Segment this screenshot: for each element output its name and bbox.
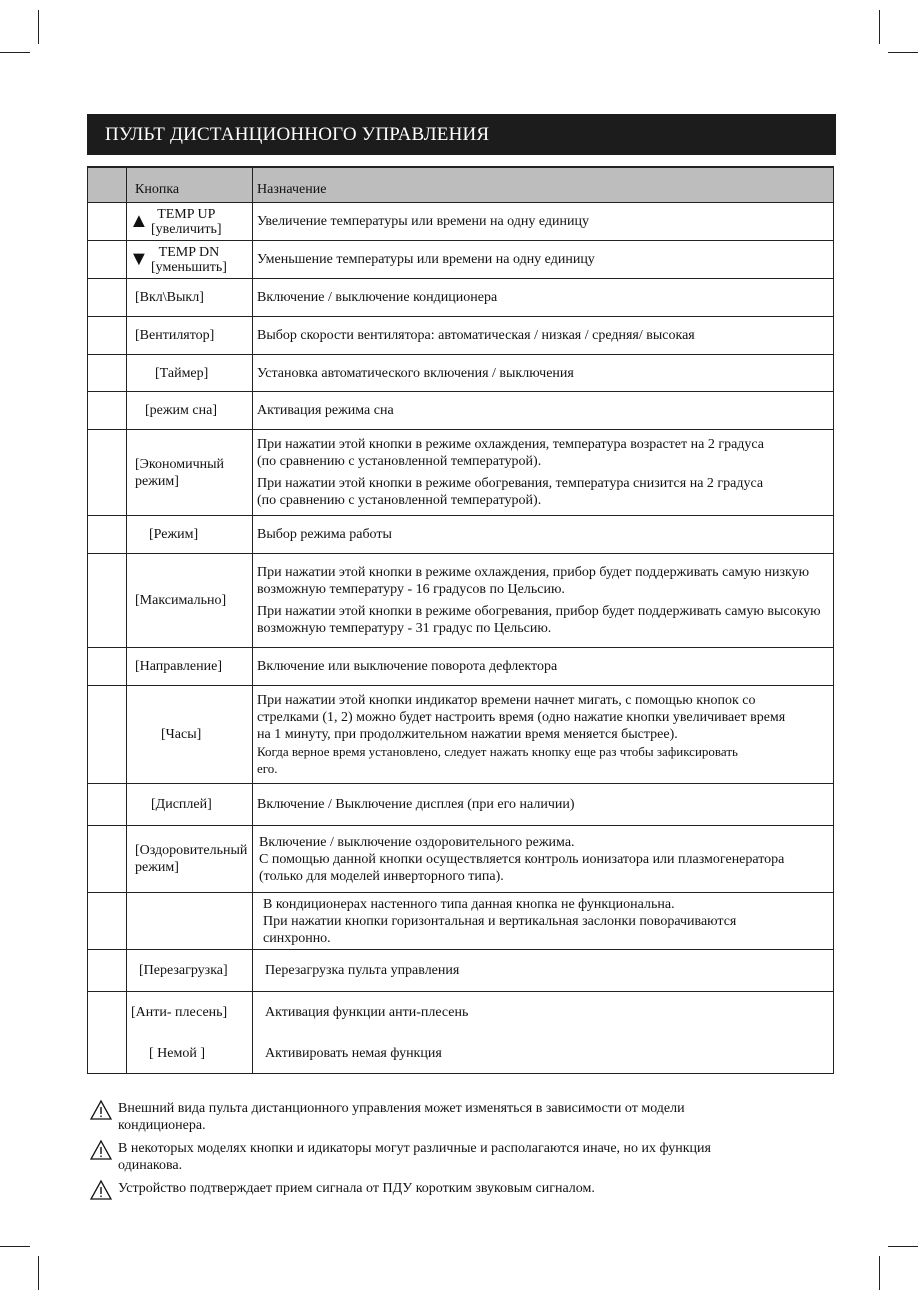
- up-triangle-icon: ▲: [129, 210, 149, 232]
- crop-mark: [879, 10, 880, 44]
- table-row: [88, 554, 834, 648]
- purpose-line: Включение / выключение оздоровительного режима.: [259, 834, 575, 850]
- purpose-line: Активировать немая функция: [265, 1045, 442, 1061]
- note-text: Внешний вида пульта дистанционного управления может изменяться в зависимости от модели: [118, 1101, 685, 1116]
- buttons-table: [87, 166, 834, 1074]
- purpose-line: С помощью данной кнопки осуществляется контроль ионизатора или плазмогенератора: [259, 851, 785, 867]
- button-name: [режим сна]: [127, 392, 253, 430]
- note-text: кондиционера.: [118, 1118, 206, 1133]
- button-name: [Вентилятор]: [127, 317, 253, 355]
- purpose-line: возможную температуру - 31 градус по Цельсию.: [257, 621, 552, 636]
- page-title: ПУЛЬТ ДИСТАНЦИОННОГО УПРАВЛЕНИЯ: [87, 114, 836, 155]
- table-row: [88, 784, 834, 826]
- header-button: Кнопка: [135, 181, 180, 197]
- purpose-line: на 1 минуту, при продолжительном нажатии время меняется быстрее).: [257, 727, 678, 742]
- down-triangle-icon: ▼: [129, 248, 149, 270]
- note-text: одинакова.: [118, 1158, 183, 1173]
- crop-mark: [888, 52, 918, 53]
- notes-section: [90, 1100, 830, 1203]
- purpose-line: его.: [257, 761, 278, 776]
- row-purpose: Выбор режима работы: [253, 516, 834, 554]
- table-row: [88, 826, 834, 893]
- purpose-line: В кондиционерах настенного типа данная кнопка не функциональна.: [263, 896, 675, 912]
- button-name: [Часы]: [127, 686, 253, 784]
- table-row: [88, 648, 834, 686]
- table-row: [88, 992, 834, 1074]
- button-name: [Оздоровительный: [135, 843, 248, 858]
- row-purpose: Активация режима сна: [253, 392, 834, 430]
- purpose-line: При нажатии этой кнопки в режиме охлаждения, прибор будет поддерживать самую низкую: [257, 565, 810, 580]
- button-name: TEMP DN: [158, 244, 220, 260]
- note-text: Устройство подтверждает прием сигнала от ПДУ коротким звуковым сигналом.: [118, 1181, 595, 1196]
- button-name: [Перезагрузка]: [127, 950, 253, 992]
- crop-mark: [888, 1246, 918, 1247]
- purpose-line: При нажатии этой кнопки в режиме обогревания, прибор будет поддерживать самую высокую: [257, 604, 821, 619]
- row-purpose: Установка автоматического включения / выключения: [253, 355, 834, 392]
- button-name: TEMP UP: [157, 206, 216, 222]
- table-row: [88, 317, 834, 355]
- row-purpose: Включение / Выключение дисплея (при его наличии): [253, 784, 834, 826]
- button-name: [Режим]: [127, 516, 253, 554]
- table-row: [88, 686, 834, 784]
- button-name: [Таймер]: [127, 355, 253, 392]
- table-row: [88, 241, 834, 279]
- purpose-line: (по сравнению с установленной температурой).: [257, 454, 542, 469]
- button-name: [Анти- плесень]: [131, 1004, 228, 1020]
- button-name: [увеличить]: [151, 221, 222, 237]
- crop-mark: [879, 1256, 880, 1290]
- note-text: В некоторых моделях кнопки и идикаторы могут различные и располагаются иначе, но их функция: [118, 1141, 711, 1156]
- crop-mark: [0, 1246, 30, 1247]
- warning-icon: [90, 1100, 112, 1120]
- button-name: режим]: [135, 860, 179, 875]
- crop-mark: [38, 10, 39, 44]
- purpose-line: Когда верное время установлено, следует нажать кнопку еще раз чтобы зафиксировать: [257, 744, 738, 759]
- purpose-line: возможную температуру - 16 градусов по Цельсию.: [257, 582, 565, 597]
- row-purpose: Выбор скорости вентилятора: автоматическая / низкая / средняя/ высокая: [253, 317, 834, 355]
- button-name: [Направление]: [127, 648, 253, 686]
- table-row: [88, 516, 834, 554]
- button-name: [Максимально]: [127, 554, 253, 648]
- table-row: [88, 392, 834, 430]
- crop-mark: [0, 52, 30, 53]
- purpose-line: При нажатии этой кнопки в режиме охлаждения, температура возрастет на 2 градуса: [257, 437, 765, 452]
- purpose-line: (только для моделей инверторного типа).: [259, 868, 504, 884]
- table-row: [88, 355, 834, 392]
- purpose-line: При нажатии этой кнопки индикатор времени начнет мигать, с помощью кнопок со: [257, 693, 756, 708]
- row-purpose: Увеличение температуры или времени на одну единицу: [253, 203, 834, 241]
- purpose-line: При нажатии кнопки горизонтальная и вертикальная заслонки поворачиваются: [263, 913, 737, 929]
- table-row: [88, 893, 834, 950]
- crop-mark: [38, 1256, 39, 1290]
- button-name: [Вкл\Выкл]: [127, 279, 253, 317]
- button-name: [ Немой ]: [149, 1045, 205, 1061]
- purpose-line: (по сравнению с установленной температурой).: [257, 493, 542, 508]
- button-name: режим]: [135, 473, 179, 489]
- row-purpose: Перезагрузка пульта управления: [253, 950, 834, 992]
- purpose-line: Активация функции анти-плесень: [265, 1004, 469, 1020]
- button-name: [Дисплей]: [127, 784, 253, 826]
- purpose-line: синхронно.: [263, 930, 331, 946]
- table-row: [88, 279, 834, 317]
- button-name: [уменьшить]: [151, 259, 227, 275]
- warning-icon: [90, 1180, 112, 1200]
- purpose-line: стрелками (1, 2) можно будет настроить время (одно нажатие кнопки увеличивает время: [257, 710, 786, 725]
- header-purpose: Назначение: [257, 181, 327, 197]
- note-item: [90, 1100, 830, 1134]
- button-name: [127, 893, 253, 950]
- table-row: [88, 950, 834, 992]
- row-purpose: Включение / выключение кондиционера: [253, 279, 834, 317]
- note-item: [90, 1140, 830, 1174]
- purpose-line: При нажатии этой кнопки в режиме обогревания, температура снизится на 2 градуса: [257, 476, 764, 491]
- row-purpose: Включение или выключение поворота дефлектора: [253, 648, 834, 686]
- warning-icon: [90, 1140, 112, 1160]
- table-header: [88, 167, 834, 203]
- table-row: [88, 430, 834, 516]
- row-purpose: Уменьшение температуры или времени на одну единицу: [253, 241, 834, 279]
- note-item: [90, 1180, 830, 1197]
- button-name: [Экономичный: [135, 456, 225, 472]
- table-row: [88, 203, 834, 241]
